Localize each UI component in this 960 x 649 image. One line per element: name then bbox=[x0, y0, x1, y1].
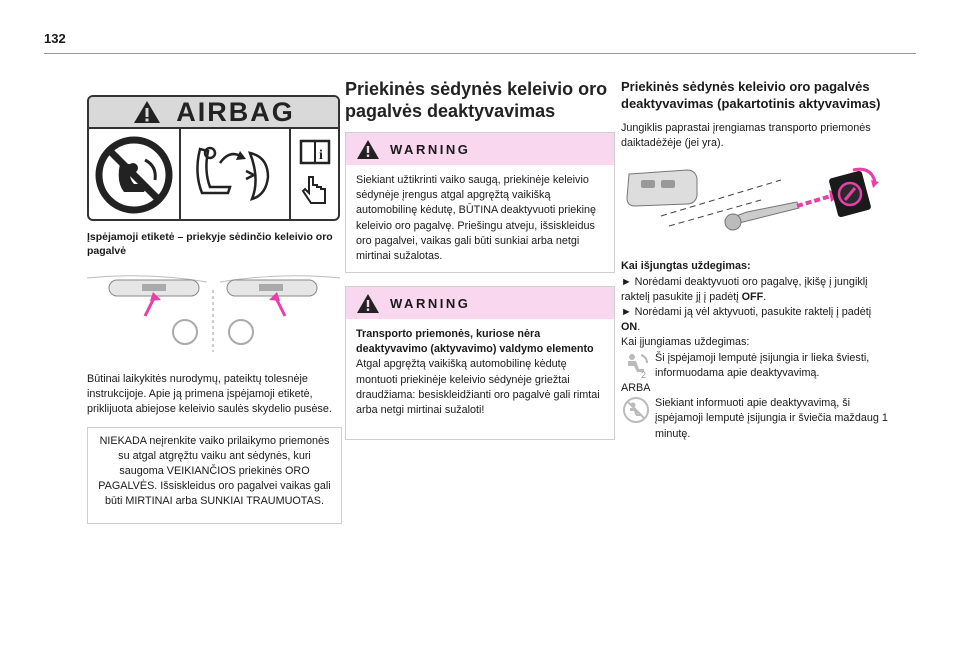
read-manual-icon bbox=[291, 129, 338, 221]
switch-location-text: Jungiklis paprastai įrengiamas transporto priemonės daiktadėžėje (jei yra). bbox=[621, 122, 871, 150]
seat-airbag-deploy-icon bbox=[181, 129, 291, 221]
column-3 bbox=[621, 79, 889, 442]
lamp-text-1: Ši įspėjamoji lemputė įsijungia ir lieka šviesti, informuodama apie deaktyvavimą. bbox=[655, 351, 870, 379]
subsection-title: Priekinės sėdynės keleivio oro pagalvės deaktyvavimas (pakartotinis aktyvavimas) bbox=[621, 79, 881, 111]
airbag-label-caption: Įspėjamoji etiketė – priekyje sėdinčio keleivio oro pagalvė bbox=[87, 231, 333, 257]
ignition-on-heading: Kai įjungiamas uždegimas: bbox=[621, 336, 750, 349]
ignition-off-heading: Kai išjungtas uždegimas: bbox=[621, 260, 751, 273]
airbag-label-title: AIRBAG bbox=[176, 96, 295, 127]
airbag-label-header bbox=[89, 97, 338, 129]
step-reactivate: ► Norėdami ją vėl aktyvuoti, pasukite raktelį į padėtį ON. bbox=[621, 306, 872, 334]
section-title: Priekinės sėdynės keleivio oro pagalvės deaktyvavimas bbox=[345, 79, 608, 121]
warning-triangle-icon bbox=[356, 293, 380, 314]
warning-box-2 bbox=[345, 286, 615, 440]
svg-text:2: 2 bbox=[641, 369, 647, 379]
top-divider bbox=[44, 53, 916, 54]
lamp-row-1 bbox=[621, 351, 889, 381]
no-rear-facing-child-seat-icon bbox=[89, 129, 181, 221]
never-install-notice: NIEKADA neįrenkite vaiko prilaikymo priemonės su atgal atgręžtu vaiku ant sėdynės, kuri saugoma VEIKIANČIOS priekinės ORO PAGALVĖS. Išsiskleidus oro pagalvei vaikas gali būti MIRTINAI arba SUNKIAI TRAUMUOTAS. bbox=[87, 427, 342, 524]
warning-heading: WARNING bbox=[390, 295, 471, 311]
instructions bbox=[621, 259, 889, 441]
or-word: ARBA bbox=[621, 382, 651, 395]
lamp-text-2: Siekiant informuoti apie deaktyvavimą, ši įspėjamoji lemputė įsijungia ir šviečia maždaug 1 minutę. bbox=[655, 397, 888, 440]
svg-text:i: i bbox=[318, 148, 323, 163]
warning-triangle-icon bbox=[132, 99, 162, 125]
airbag-label-paragraph: Būtinai laikykitės nurodymų, pateiktų tolesnėje instrukcijoje. Apie ją primena įspėjamoji etiketė, priklijuota abiejose keleivio saulės skydelio pusėse. bbox=[87, 373, 332, 416]
airbag-deactivated-lamp-icon bbox=[621, 396, 651, 424]
warning-heading: WARNING bbox=[390, 141, 471, 157]
column-2 bbox=[345, 79, 615, 440]
page-number: 132 bbox=[44, 31, 66, 46]
sun-visor-illustration bbox=[87, 270, 340, 352]
warning-text: Atgal apgręžtą vaikišką automobilinę kėdutę montuoti priekinėje keleivio sėdynėje griežtai draudžiama: besiskleidžianti oro pagalvė gali rimtai arba netgi mirtinai sužaloti! bbox=[356, 358, 600, 417]
key-switch-illustration bbox=[621, 160, 879, 240]
airbag-off-lamp-icon bbox=[621, 351, 651, 379]
airbag-warning-label bbox=[87, 95, 340, 221]
warning-text: Siekiant užtikrinti vaiko saugą, priekinėje keleivio sėdynėje įrengus atgal apgręžtą vaikišką automobilinę kėdutę, BŪTINA deaktyvuoti priekinę keleivio oro pagalvę. Priešingu atveju, išsiskleidus oro pagalvei, vaikas gali būti sunkiai arba netgi mirtinai sužalotas. bbox=[356, 174, 597, 263]
step-deactivate: ► Norėdami deaktyvuoti oro pagalvę, įkišę į jungiklį raktelį pasukite jį į padėtį OFF. bbox=[621, 275, 868, 303]
column-1 bbox=[87, 95, 342, 524]
warning-triangle-icon bbox=[356, 139, 380, 160]
warning-bold-text: Transporto priemonės, kuriose nėra deaktyvavimo (aktyvavimo) valdymo elemento bbox=[356, 328, 594, 356]
lamp-row-2 bbox=[621, 396, 889, 442]
warning-box-1 bbox=[345, 132, 615, 273]
